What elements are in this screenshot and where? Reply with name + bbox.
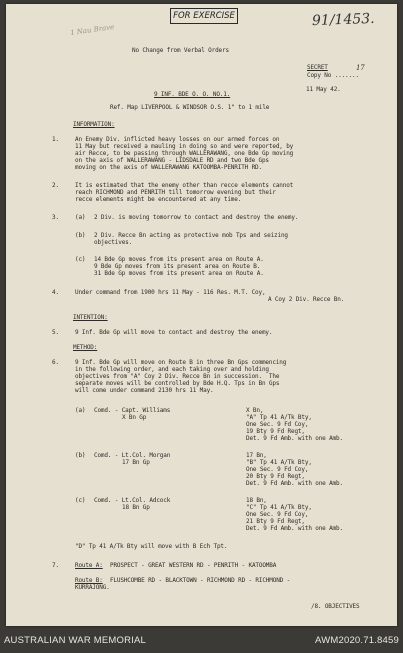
- exercise-stamp: FOR EXERCISE: [170, 8, 238, 24]
- group-a-name: X Bn Gp: [122, 414, 147, 421]
- para-3b-text-2: objectives.: [94, 239, 133, 246]
- information-heading: INFORMATION:: [73, 121, 115, 128]
- method-heading: METHOD:: [73, 344, 98, 351]
- copy-number-value: 17: [356, 64, 365, 72]
- route-b-text-2: KURRAJONG.: [75, 584, 110, 591]
- catchword: /8. OBJECTIVES: [311, 603, 360, 610]
- group-b-commander: Comd. - Lt.Col. Morgan: [94, 452, 171, 459]
- para-5-text: 9 Inf. Bde Gp will move to contact and destroy the enemy.: [75, 329, 273, 336]
- para-3c-text-1: 14 Bde Gp moves from its present area on Route A.: [94, 256, 264, 263]
- route-a-text: PROSPECT - GREAT WESTERN RD - PENRITH - KATOOMBA: [110, 562, 277, 569]
- para-3b-label: (b): [75, 232, 86, 239]
- para-3-number: 3.: [52, 214, 59, 221]
- para-5-number: 5.: [52, 329, 59, 336]
- faint-handwritten-annotation: 1 Nau Brave: [69, 22, 115, 38]
- para-3c-label: (c): [75, 256, 86, 263]
- footer-accession-number: AWM2020.71.8459: [315, 635, 399, 646]
- group-a-commander: Comd. - Capt. Williams: [94, 407, 171, 414]
- route-a-label: Route A:: [75, 562, 103, 569]
- para-4-text-1: Under command from 1900 hrs 11 May - 116 Res. M.T. Coy,: [75, 289, 266, 296]
- copy-number-label: Copy No .......: [307, 72, 359, 79]
- group-c-name: 18 Bn Gp: [122, 504, 150, 511]
- para-4-number: 4.: [52, 289, 59, 296]
- para-3a-label: (a): [75, 214, 86, 221]
- para-3c-text-3: 31 Bde Gp moves from its present area on Route A.: [94, 270, 264, 277]
- archive-footer: [0, 629, 403, 653]
- d-troop-note: "D" Tp 41 A/Tk Bty will move with B Ech Tpt.: [75, 543, 228, 550]
- footer-institution: AUSTRALIAN WAR MEMORIAL: [4, 635, 147, 646]
- order-title: 9 INF. BDE O. O. NO.1.: [154, 91, 231, 98]
- group-c-commander: Comd. - Lt.Col. Adcock: [94, 497, 171, 504]
- para-1-number: 1.: [52, 136, 59, 143]
- route-b-label: Route B:: [75, 577, 103, 584]
- document-page: FOR EXERCISE 91/1453. 1 Nau Brave No Change from Verbal Orders SECRET Copy No ....... 17 11 May 42. 9 INF. BDE O. O. NO.1. Ref. Map LIVERPOOL & WINDSOR O.S. 1" to 1 mile INFORMATION: 1. An Enemy Div. inflicted heavy losses on our armed forces on 11 May but received a mauling in doing so and were reported, by air Recce, to be passing through WALLERAWANG, one Bde Gp moving on the axis of WALLERAWANG - LIDSDALE RD and two Bde Gps moving on the axis of WALLERAWANG KATOOMBA-PENRITH RD. 2. It is estimated that the enemy other than recce elements cannot reach RICHMOND and PENRITH till tomorrow evening but their recce elements might be encountered at any time. 3. (a) 2 Div. is moving tomorrow to contact and destroy the enemy. (b) 2 Div. Recce Bn acting as protective mob Tps and seizing objectives. (c) 14 Bde Gp moves from its present area on Route A. 9 Bde Gp moves from its present area on Route B. 31 Bde Gp moves from its present area on Route A. 4. Under command from 1900 hrs 11 May - 116 Res. M.T. Coy, A Coy 2 Div. Recce Bn. INTENTION: 5. 9 Inf. Bde Gp will move to contact and destroy the enemy. METHOD: 6. 9 Inf. Bde Gp will move on Route B in three Bn Gps commencing in the following order, and each taking over and holding objectives from "A" Coy 2 Div. Recce Bn in succession. The separate moves will be controlled by Bde H.Q. Tps in Bn Gps will come under command 2130 hrs 11 May. (a) Comd. - Capt. Williams X Bn Gp X Bn, "A" Tp 41 A/Tk Bty, One Sec. 9 Fd Coy, 19 Bty 9 Fd Regt, Det. 9 Fd Amb. with one Amb. (b) Comd. - Lt.Col. Morgan 17 Bn Gp 17 Bn, "B" Tp 41 A/Tk Bty, One Sec. 9 Fd Coy, 20 Bty 9 Fd Regt, Det. 9 Fd Amb. with one Amb. (c) Comd. - Lt.Col. Adcock 18 Bn Gp 18 Bn, "C" Tp 41 A/Tk Bty, One Sec. 9 Fd Coy, 21 Bty 9 Fd Regt, Det. 9 Fd Amb. with one Amb. "D" Tp 41 A/Tk Bty will move with B Ech Tpt. 7. Route A: PROSPECT - GREAT WESTERN RD - PENRITH - KATOOMBA Route B: FLUSHCOMBE RD - BLACKTOWN - RICHMOND RD - RICHMOND - KURRAJONG. /8. OBJECTIVES: [6, 4, 397, 626]
- para-6-number: 6.: [52, 359, 59, 366]
- reference-map: Ref. Map LIVERPOOL & WINDSOR O.S. 1" to 1 mile: [110, 104, 270, 111]
- no-change-heading: No Change from Verbal Orders: [132, 47, 229, 54]
- para-3c-text-2: 9 Bde Gp moves from its present area on Route B.: [94, 263, 261, 270]
- para-7-number: 7.: [52, 562, 59, 569]
- handwritten-reference: 91/1453.: [311, 10, 375, 30]
- secret-marking: SECRET: [307, 64, 328, 71]
- para-4-text-2: A Coy 2 Div. Recce Bn.: [268, 296, 345, 303]
- intention-heading: INTENTION:: [73, 314, 108, 321]
- para-2-number: 2.: [52, 182, 59, 189]
- order-date: 11 May 42.: [306, 86, 341, 93]
- group-b-name: 17 Bn Gp: [122, 459, 150, 466]
- route-b-text-1: FLUSHCOMBE RD - BLACKTOWN - RICHMOND RD - RICHMOND -: [110, 577, 291, 584]
- para-3a-text: 2 Div. is moving tomorrow to contact and destroy the enemy.: [94, 214, 299, 221]
- para-3b-text-1: 2 Div. Recce Bn acting as protective mob Tps and seizing: [94, 232, 288, 239]
